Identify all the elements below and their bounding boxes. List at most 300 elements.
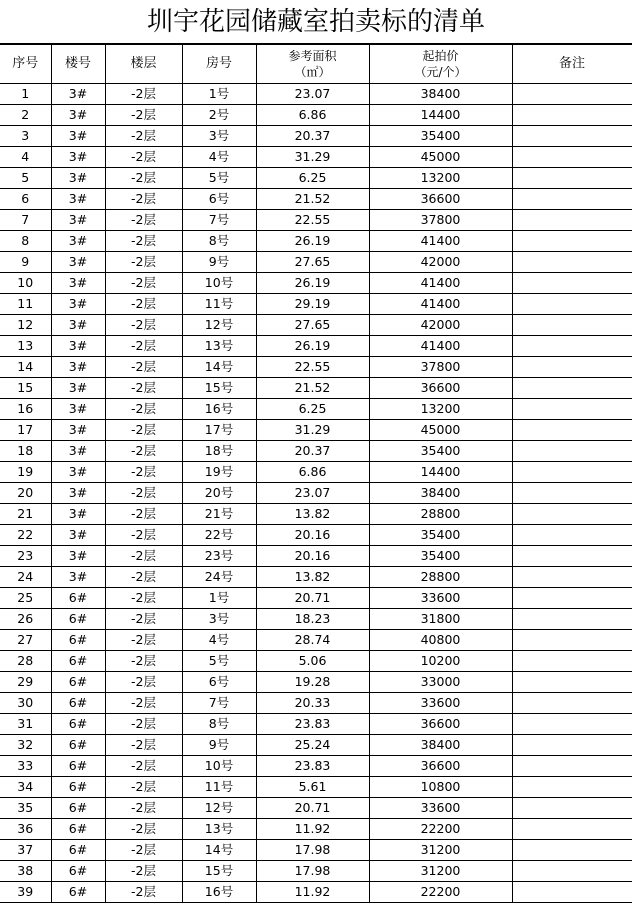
table-row xyxy=(0,840,632,861)
cell-building[interactable]: 3# xyxy=(51,399,105,420)
header-price-unit: （元/个） xyxy=(414,65,467,79)
cell-building[interactable]: 3# xyxy=(51,273,105,294)
cell-area[interactable]: 21.52 xyxy=(256,378,369,399)
cell-floor[interactable]: -2层 xyxy=(105,840,182,861)
cell-area[interactable]: 11.92 xyxy=(256,882,369,903)
header-area[interactable] xyxy=(256,45,369,84)
cell-room[interactable]: 1号 xyxy=(182,588,256,609)
cell-building[interactable]: 3# xyxy=(51,147,105,168)
cell-note[interactable] xyxy=(512,315,632,336)
cell-note[interactable] xyxy=(512,567,632,588)
cell-price[interactable]: 41400 xyxy=(369,273,512,294)
cell-building[interactable]: 6# xyxy=(51,735,105,756)
cell-note[interactable] xyxy=(512,168,632,189)
cell-note[interactable] xyxy=(512,441,632,462)
cell-price[interactable]: 37800 xyxy=(369,210,512,231)
cell-note[interactable] xyxy=(512,630,632,651)
cell-room[interactable]: 20号 xyxy=(182,483,256,504)
cell-price[interactable]: 14400 xyxy=(369,105,512,126)
cell-building[interactable]: 3# xyxy=(51,357,105,378)
cell-area[interactable]: 23.83 xyxy=(256,714,369,735)
header-price[interactable] xyxy=(369,45,512,84)
cell-price[interactable]: 37800 xyxy=(369,357,512,378)
cell-room[interactable]: 5号 xyxy=(182,168,256,189)
cell-room[interactable]: 18号 xyxy=(182,441,256,462)
cell-building[interactable]: 6# xyxy=(51,861,105,882)
cell-building[interactable]: 6# xyxy=(51,609,105,630)
cell-room[interactable]: 8号 xyxy=(182,714,256,735)
cell-room[interactable]: 6号 xyxy=(182,189,256,210)
cell-floor[interactable]: -2层 xyxy=(105,735,182,756)
cell-building[interactable]: 3# xyxy=(51,336,105,357)
cell-seq[interactable]: 33 xyxy=(0,756,51,777)
cell-floor[interactable]: -2层 xyxy=(105,588,182,609)
cell-area[interactable]: 26.19 xyxy=(256,231,369,252)
cell-seq[interactable]: 8 xyxy=(0,231,51,252)
cell-room[interactable]: 7号 xyxy=(182,693,256,714)
cell-note[interactable] xyxy=(512,609,632,630)
cell-area[interactable]: 20.33 xyxy=(256,693,369,714)
cell-floor[interactable]: -2层 xyxy=(105,105,182,126)
cell-floor[interactable]: -2层 xyxy=(105,441,182,462)
cell-note[interactable] xyxy=(512,462,632,483)
cell-building[interactable]: 3# xyxy=(51,105,105,126)
cell-note[interactable] xyxy=(512,231,632,252)
cell-note[interactable] xyxy=(512,714,632,735)
table-row xyxy=(0,315,632,336)
cell-price[interactable]: 14400 xyxy=(369,462,512,483)
cell-room[interactable]: 10号 xyxy=(182,273,256,294)
cell-note[interactable] xyxy=(512,378,632,399)
cell-seq[interactable]: 7 xyxy=(0,210,51,231)
cell-floor[interactable]: -2层 xyxy=(105,630,182,651)
cell-area[interactable]: 13.82 xyxy=(256,504,369,525)
cell-seq[interactable]: 22 xyxy=(0,525,51,546)
cell-price[interactable]: 38400 xyxy=(369,84,512,105)
table-row xyxy=(0,336,632,357)
cell-seq[interactable]: 3 xyxy=(0,126,51,147)
cell-area[interactable]: 22.55 xyxy=(256,210,369,231)
cell-room[interactable]: 14号 xyxy=(182,357,256,378)
cell-price[interactable]: 42000 xyxy=(369,252,512,273)
cell-floor[interactable]: -2层 xyxy=(105,357,182,378)
cell-area[interactable]: 31.29 xyxy=(256,147,369,168)
cell-price[interactable]: 38400 xyxy=(369,483,512,504)
cell-room[interactable]: 5号 xyxy=(182,651,256,672)
cell-note[interactable] xyxy=(512,189,632,210)
cell-building[interactable]: 6# xyxy=(51,693,105,714)
cell-building[interactable]: 6# xyxy=(51,651,105,672)
cell-seq[interactable]: 15 xyxy=(0,378,51,399)
cell-area[interactable]: 25.24 xyxy=(256,735,369,756)
header-room[interactable]: 房号 xyxy=(182,45,256,84)
cell-note[interactable] xyxy=(512,273,632,294)
cell-price[interactable]: 36600 xyxy=(369,756,512,777)
cell-area[interactable]: 23.07 xyxy=(256,483,369,504)
cell-area[interactable]: 20.71 xyxy=(256,588,369,609)
cell-area[interactable]: 6.25 xyxy=(256,168,369,189)
table-row xyxy=(0,378,632,399)
cell-price[interactable]: 13200 xyxy=(369,168,512,189)
cell-building[interactable]: 3# xyxy=(51,294,105,315)
cell-price[interactable]: 35400 xyxy=(369,441,512,462)
cell-floor[interactable]: -2层 xyxy=(105,294,182,315)
table-row xyxy=(0,861,632,882)
cell-building[interactable]: 3# xyxy=(51,546,105,567)
cell-floor[interactable]: -2层 xyxy=(105,126,182,147)
cell-note[interactable] xyxy=(512,735,632,756)
cell-price[interactable]: 35400 xyxy=(369,525,512,546)
cell-note[interactable] xyxy=(512,756,632,777)
cell-room[interactable]: 12号 xyxy=(182,798,256,819)
cell-area[interactable]: 23.83 xyxy=(256,756,369,777)
cell-room[interactable]: 22号 xyxy=(182,525,256,546)
cell-room[interactable]: 9号 xyxy=(182,735,256,756)
cell-price[interactable]: 33600 xyxy=(369,693,512,714)
cell-seq[interactable]: 2 xyxy=(0,105,51,126)
cell-seq[interactable]: 27 xyxy=(0,630,51,651)
cell-building[interactable]: 3# xyxy=(51,504,105,525)
cell-price[interactable]: 31200 xyxy=(369,840,512,861)
cell-seq[interactable]: 11 xyxy=(0,294,51,315)
cell-seq[interactable]: 35 xyxy=(0,798,51,819)
cell-area[interactable]: 22.55 xyxy=(256,357,369,378)
cell-floor[interactable]: -2层 xyxy=(105,210,182,231)
cell-price[interactable]: 33600 xyxy=(369,798,512,819)
cell-floor[interactable]: -2层 xyxy=(105,819,182,840)
table-header-row xyxy=(0,45,632,84)
table-row xyxy=(0,882,632,903)
cell-price[interactable]: 31800 xyxy=(369,609,512,630)
cell-price[interactable]: 28800 xyxy=(369,567,512,588)
cell-price[interactable]: 41400 xyxy=(369,294,512,315)
table-row xyxy=(0,210,632,231)
cell-area[interactable]: 21.52 xyxy=(256,189,369,210)
cell-room[interactable]: 15号 xyxy=(182,378,256,399)
cell-price[interactable]: 31200 xyxy=(369,861,512,882)
cell-area[interactable]: 20.16 xyxy=(256,525,369,546)
cell-floor[interactable]: -2层 xyxy=(105,777,182,798)
cell-room[interactable]: 7号 xyxy=(182,210,256,231)
cell-area[interactable]: 27.65 xyxy=(256,315,369,336)
table-row xyxy=(0,588,632,609)
cell-area[interactable]: 5.61 xyxy=(256,777,369,798)
cell-area[interactable]: 20.37 xyxy=(256,441,369,462)
cell-note[interactable] xyxy=(512,210,632,231)
cell-note[interactable] xyxy=(512,819,632,840)
cell-note[interactable] xyxy=(512,147,632,168)
cell-price[interactable]: 28800 xyxy=(369,504,512,525)
cell-building[interactable]: 6# xyxy=(51,882,105,903)
cell-seq[interactable]: 4 xyxy=(0,147,51,168)
cell-building[interactable]: 3# xyxy=(51,210,105,231)
cell-price[interactable]: 36600 xyxy=(369,378,512,399)
cell-seq[interactable]: 32 xyxy=(0,735,51,756)
cell-price[interactable]: 35400 xyxy=(369,126,512,147)
table-row xyxy=(0,693,632,714)
cell-price[interactable]: 36600 xyxy=(369,714,512,735)
cell-floor[interactable]: -2层 xyxy=(105,252,182,273)
table-row xyxy=(0,672,632,693)
cell-note[interactable] xyxy=(512,651,632,672)
cell-floor[interactable]: -2层 xyxy=(105,693,182,714)
cell-area[interactable]: 20.71 xyxy=(256,798,369,819)
cell-area[interactable]: 26.19 xyxy=(256,273,369,294)
cell-building[interactable]: 6# xyxy=(51,630,105,651)
header-floor[interactable]: 楼层 xyxy=(105,45,182,84)
cell-floor[interactable]: -2层 xyxy=(105,315,182,336)
cell-price[interactable]: 40800 xyxy=(369,630,512,651)
cell-building[interactable]: 6# xyxy=(51,588,105,609)
cell-seq[interactable]: 30 xyxy=(0,693,51,714)
cell-room[interactable]: 10号 xyxy=(182,756,256,777)
table-row xyxy=(0,420,632,441)
cell-area[interactable]: 13.82 xyxy=(256,567,369,588)
cell-floor[interactable]: -2层 xyxy=(105,168,182,189)
cell-note[interactable] xyxy=(512,798,632,819)
cell-note[interactable] xyxy=(512,861,632,882)
cell-seq[interactable]: 26 xyxy=(0,609,51,630)
cell-price[interactable]: 36600 xyxy=(369,189,512,210)
cell-note[interactable] xyxy=(512,672,632,693)
cell-floor[interactable]: -2层 xyxy=(105,273,182,294)
cell-floor[interactable]: -2层 xyxy=(105,798,182,819)
cell-seq[interactable]: 9 xyxy=(0,252,51,273)
cell-room[interactable]: 9号 xyxy=(182,252,256,273)
cell-seq[interactable]: 21 xyxy=(0,504,51,525)
cell-building[interactable]: 3# xyxy=(51,168,105,189)
cell-note[interactable] xyxy=(512,336,632,357)
cell-price[interactable]: 45000 xyxy=(369,420,512,441)
cell-floor[interactable]: -2层 xyxy=(105,84,182,105)
cell-note[interactable] xyxy=(512,840,632,861)
cell-area[interactable]: 23.07 xyxy=(256,84,369,105)
header-building[interactable]: 楼号 xyxy=(51,45,105,84)
cell-note[interactable] xyxy=(512,357,632,378)
cell-note[interactable] xyxy=(512,504,632,525)
cell-seq[interactable]: 25 xyxy=(0,588,51,609)
cell-seq[interactable]: 24 xyxy=(0,567,51,588)
cell-price[interactable]: 22200 xyxy=(369,819,512,840)
header-area-unit: （㎡） xyxy=(294,65,331,79)
cell-area[interactable]: 6.86 xyxy=(256,462,369,483)
header-note[interactable]: 备注 xyxy=(512,45,632,84)
cell-floor[interactable]: -2层 xyxy=(105,672,182,693)
cell-price[interactable]: 38400 xyxy=(369,735,512,756)
cell-room[interactable]: 13号 xyxy=(182,819,256,840)
cell-room[interactable]: 19号 xyxy=(182,462,256,483)
cell-seq[interactable]: 17 xyxy=(0,420,51,441)
cell-note[interactable] xyxy=(512,777,632,798)
cell-room[interactable]: 13号 xyxy=(182,336,256,357)
cell-floor[interactable]: -2层 xyxy=(105,147,182,168)
cell-floor[interactable]: -2层 xyxy=(105,231,182,252)
cell-seq[interactable]: 23 xyxy=(0,546,51,567)
cell-price[interactable]: 35400 xyxy=(369,546,512,567)
cell-seq[interactable]: 6 xyxy=(0,189,51,210)
cell-floor[interactable]: -2层 xyxy=(105,546,182,567)
cell-area[interactable]: 5.06 xyxy=(256,651,369,672)
cell-note[interactable] xyxy=(512,399,632,420)
cell-note[interactable] xyxy=(512,126,632,147)
cell-note[interactable] xyxy=(512,525,632,546)
cell-seq[interactable]: 31 xyxy=(0,714,51,735)
cell-building[interactable]: 3# xyxy=(51,378,105,399)
table-row xyxy=(0,819,632,840)
cell-building[interactable]: 3# xyxy=(51,441,105,462)
cell-room[interactable]: 3号 xyxy=(182,126,256,147)
cell-note[interactable] xyxy=(512,252,632,273)
cell-floor[interactable]: -2层 xyxy=(105,525,182,546)
cell-seq[interactable]: 5 xyxy=(0,168,51,189)
cell-note[interactable] xyxy=(512,294,632,315)
cell-room[interactable]: 2号 xyxy=(182,105,256,126)
cell-building[interactable]: 6# xyxy=(51,714,105,735)
cell-seq[interactable]: 19 xyxy=(0,462,51,483)
cell-seq[interactable]: 1 xyxy=(0,84,51,105)
cell-seq[interactable]: 39 xyxy=(0,882,51,903)
cell-building[interactable]: 6# xyxy=(51,672,105,693)
cell-floor[interactable]: -2层 xyxy=(105,336,182,357)
cell-price[interactable]: 42000 xyxy=(369,315,512,336)
cell-room[interactable]: 12号 xyxy=(182,315,256,336)
cell-seq[interactable]: 34 xyxy=(0,777,51,798)
cell-price[interactable]: 10200 xyxy=(369,651,512,672)
cell-room[interactable]: 4号 xyxy=(182,147,256,168)
cell-area[interactable]: 6.25 xyxy=(256,399,369,420)
table-row xyxy=(0,231,632,252)
cell-seq[interactable]: 37 xyxy=(0,840,51,861)
cell-floor[interactable]: -2层 xyxy=(105,756,182,777)
cell-building[interactable]: 3# xyxy=(51,525,105,546)
cell-seq[interactable]: 28 xyxy=(0,651,51,672)
cell-floor[interactable]: -2层 xyxy=(105,420,182,441)
cell-room[interactable]: 6号 xyxy=(182,672,256,693)
cell-building[interactable]: 3# xyxy=(51,189,105,210)
cell-building[interactable]: 6# xyxy=(51,840,105,861)
cell-seq[interactable]: 18 xyxy=(0,441,51,462)
header-price-label: 起拍价 xyxy=(422,49,459,63)
cell-area[interactable]: 11.92 xyxy=(256,819,369,840)
cell-floor[interactable]: -2层 xyxy=(105,651,182,672)
cell-price[interactable]: 33000 xyxy=(369,672,512,693)
cell-seq[interactable]: 29 xyxy=(0,672,51,693)
cell-room[interactable]: 1号 xyxy=(182,84,256,105)
cell-note[interactable] xyxy=(512,588,632,609)
cell-room[interactable]: 11号 xyxy=(182,777,256,798)
cell-note[interactable] xyxy=(512,84,632,105)
cell-price[interactable]: 41400 xyxy=(369,336,512,357)
cell-building[interactable]: 3# xyxy=(51,126,105,147)
cell-note[interactable] xyxy=(512,546,632,567)
cell-room[interactable]: 21号 xyxy=(182,504,256,525)
cell-seq[interactable]: 36 xyxy=(0,819,51,840)
cell-area[interactable]: 6.86 xyxy=(256,105,369,126)
cell-floor[interactable]: -2层 xyxy=(105,714,182,735)
cell-room[interactable]: 17号 xyxy=(182,420,256,441)
table-row xyxy=(0,777,632,798)
cell-seq[interactable]: 20 xyxy=(0,483,51,504)
cell-room[interactable]: 24号 xyxy=(182,567,256,588)
cell-floor[interactable]: -2层 xyxy=(105,609,182,630)
table-row xyxy=(0,714,632,735)
cell-room[interactable]: 16号 xyxy=(182,399,256,420)
cell-building[interactable]: 6# xyxy=(51,777,105,798)
cell-room[interactable]: 3号 xyxy=(182,609,256,630)
cell-price[interactable]: 45000 xyxy=(369,147,512,168)
cell-area[interactable]: 17.98 xyxy=(256,840,369,861)
cell-note[interactable] xyxy=(512,420,632,441)
cell-seq[interactable]: 16 xyxy=(0,399,51,420)
cell-floor[interactable]: -2层 xyxy=(105,861,182,882)
cell-floor[interactable]: -2层 xyxy=(105,882,182,903)
cell-building[interactable]: 6# xyxy=(51,756,105,777)
cell-floor[interactable]: -2层 xyxy=(105,399,182,420)
cell-seq[interactable]: 38 xyxy=(0,861,51,882)
cell-seq[interactable]: 10 xyxy=(0,273,51,294)
cell-note[interactable] xyxy=(512,105,632,126)
cell-room[interactable]: 11号 xyxy=(182,294,256,315)
cell-building[interactable]: 3# xyxy=(51,252,105,273)
cell-room[interactable]: 16号 xyxy=(182,882,256,903)
cell-price[interactable]: 41400 xyxy=(369,231,512,252)
cell-seq[interactable]: 14 xyxy=(0,357,51,378)
cell-area[interactable]: 31.29 xyxy=(256,420,369,441)
cell-price[interactable]: 22200 xyxy=(369,882,512,903)
cell-room[interactable]: 4号 xyxy=(182,630,256,651)
cell-building[interactable]: 3# xyxy=(51,315,105,336)
table-body xyxy=(0,84,632,903)
cell-floor[interactable]: -2层 xyxy=(105,189,182,210)
cell-seq[interactable]: 13 xyxy=(0,336,51,357)
cell-seq[interactable]: 12 xyxy=(0,315,51,336)
cell-building[interactable]: 3# xyxy=(51,84,105,105)
cell-area[interactable]: 17.98 xyxy=(256,861,369,882)
cell-building[interactable]: 3# xyxy=(51,420,105,441)
cell-building[interactable]: 3# xyxy=(51,483,105,504)
cell-floor[interactable]: -2层 xyxy=(105,567,182,588)
cell-building[interactable]: 6# xyxy=(51,819,105,840)
cell-note[interactable] xyxy=(512,882,632,903)
cell-building[interactable]: 3# xyxy=(51,567,105,588)
cell-floor[interactable]: -2层 xyxy=(105,462,182,483)
cell-area[interactable]: 18.23 xyxy=(256,609,369,630)
cell-room[interactable]: 8号 xyxy=(182,231,256,252)
cell-building[interactable]: 3# xyxy=(51,231,105,252)
cell-room[interactable]: 15号 xyxy=(182,861,256,882)
cell-floor[interactable]: -2层 xyxy=(105,483,182,504)
cell-floor[interactable]: -2层 xyxy=(105,378,182,399)
cell-building[interactable]: 6# xyxy=(51,798,105,819)
cell-room[interactable]: 23号 xyxy=(182,546,256,567)
cell-note[interactable] xyxy=(512,483,632,504)
header-seq[interactable]: 序号 xyxy=(0,45,51,84)
cell-building[interactable]: 3# xyxy=(51,462,105,483)
cell-area[interactable]: 29.19 xyxy=(256,294,369,315)
cell-price[interactable]: 33600 xyxy=(369,588,512,609)
cell-area[interactable]: 20.37 xyxy=(256,126,369,147)
cell-floor[interactable]: -2层 xyxy=(105,504,182,525)
cell-price[interactable]: 13200 xyxy=(369,399,512,420)
cell-area[interactable]: 27.65 xyxy=(256,252,369,273)
cell-area[interactable]: 26.19 xyxy=(256,336,369,357)
cell-room[interactable]: 14号 xyxy=(182,840,256,861)
cell-area[interactable]: 19.28 xyxy=(256,672,369,693)
cell-area[interactable]: 28.74 xyxy=(256,630,369,651)
cell-price[interactable]: 10800 xyxy=(369,777,512,798)
cell-area[interactable]: 20.16 xyxy=(256,546,369,567)
cell-note[interactable] xyxy=(512,693,632,714)
